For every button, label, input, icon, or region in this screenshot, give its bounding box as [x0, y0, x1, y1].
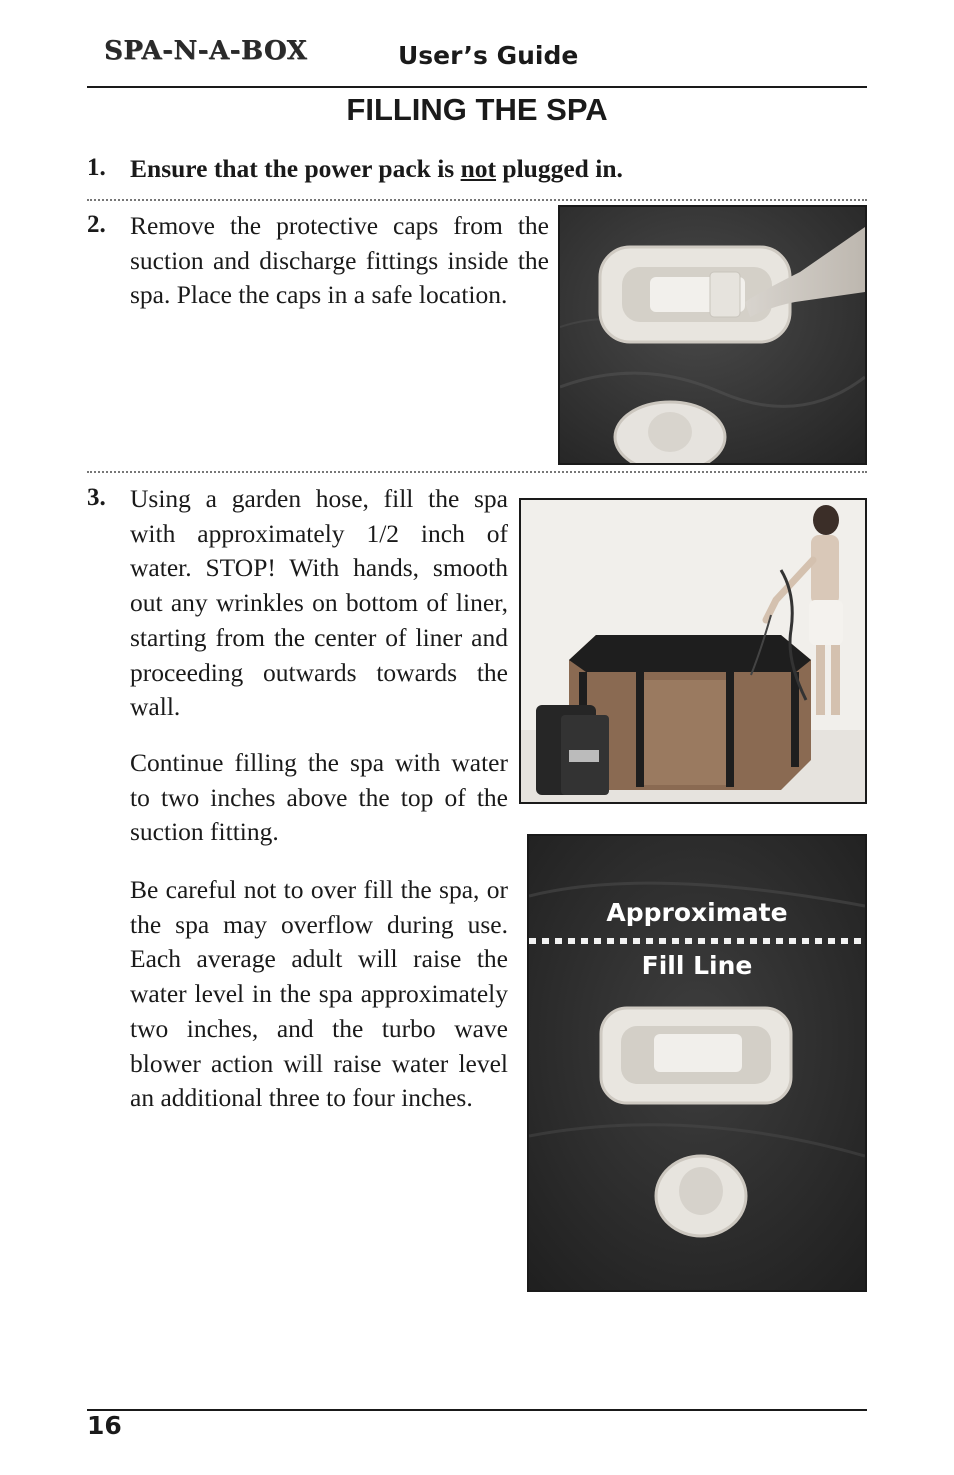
divider — [87, 471, 867, 473]
photo-removing-caps — [558, 205, 867, 465]
step-2-text: Remove the protective caps from the suction and discharge fittings inside the spa. Place the caps in a safe location. — [130, 211, 549, 310]
step-1-text — [130, 154, 623, 184]
footer-rule — [87, 1409, 867, 1411]
header-rule — [87, 86, 867, 88]
page-title: FILLING THE SPA — [346, 92, 608, 127]
photo-removing-caps-image — [560, 207, 865, 463]
guide-title: User’s Guide — [398, 41, 579, 70]
fill-line-label-2: Fill Line — [641, 951, 753, 980]
step-1-text-after: plugged in. — [496, 154, 623, 183]
page-number: 16 — [87, 1411, 122, 1440]
step-3-paragraph-3: Be careful not to over fill the spa, or the spa may overflow during use. Each average adult will raise the water level in the spa approximately two inches, and the turbo wave blower action will raise water level an additional three to four inches. — [130, 875, 508, 1113]
step-1-text-before: Ensure that the power pack is — [130, 154, 461, 183]
divider — [87, 199, 867, 201]
step-3-number: 3. — [87, 484, 106, 511]
step-3-paragraph-1: Using a garden hose, fill the spa with approximately 1/2 inch of water. STOP! With hands, smooth out any wrinkles on bottom of liner, starting from the center of liner and proceeding outwards towards the wall. — [130, 484, 508, 722]
photo-filling-spa-image — [521, 500, 865, 802]
step-1-number: 1. — [87, 154, 106, 181]
photo-filling-spa — [519, 498, 867, 804]
brand-logo: SPA-N-A-BOX — [104, 36, 308, 66]
step-1-emphasis: not — [460, 154, 497, 183]
fill-line-label-1: Approximate — [606, 898, 788, 927]
step-3-paragraph-2: Continue filling the spa with water to two inches above the top of the suction fitting. — [130, 748, 508, 847]
step-2-number: 2. — [87, 211, 106, 238]
photo-fill-line — [527, 834, 867, 1292]
